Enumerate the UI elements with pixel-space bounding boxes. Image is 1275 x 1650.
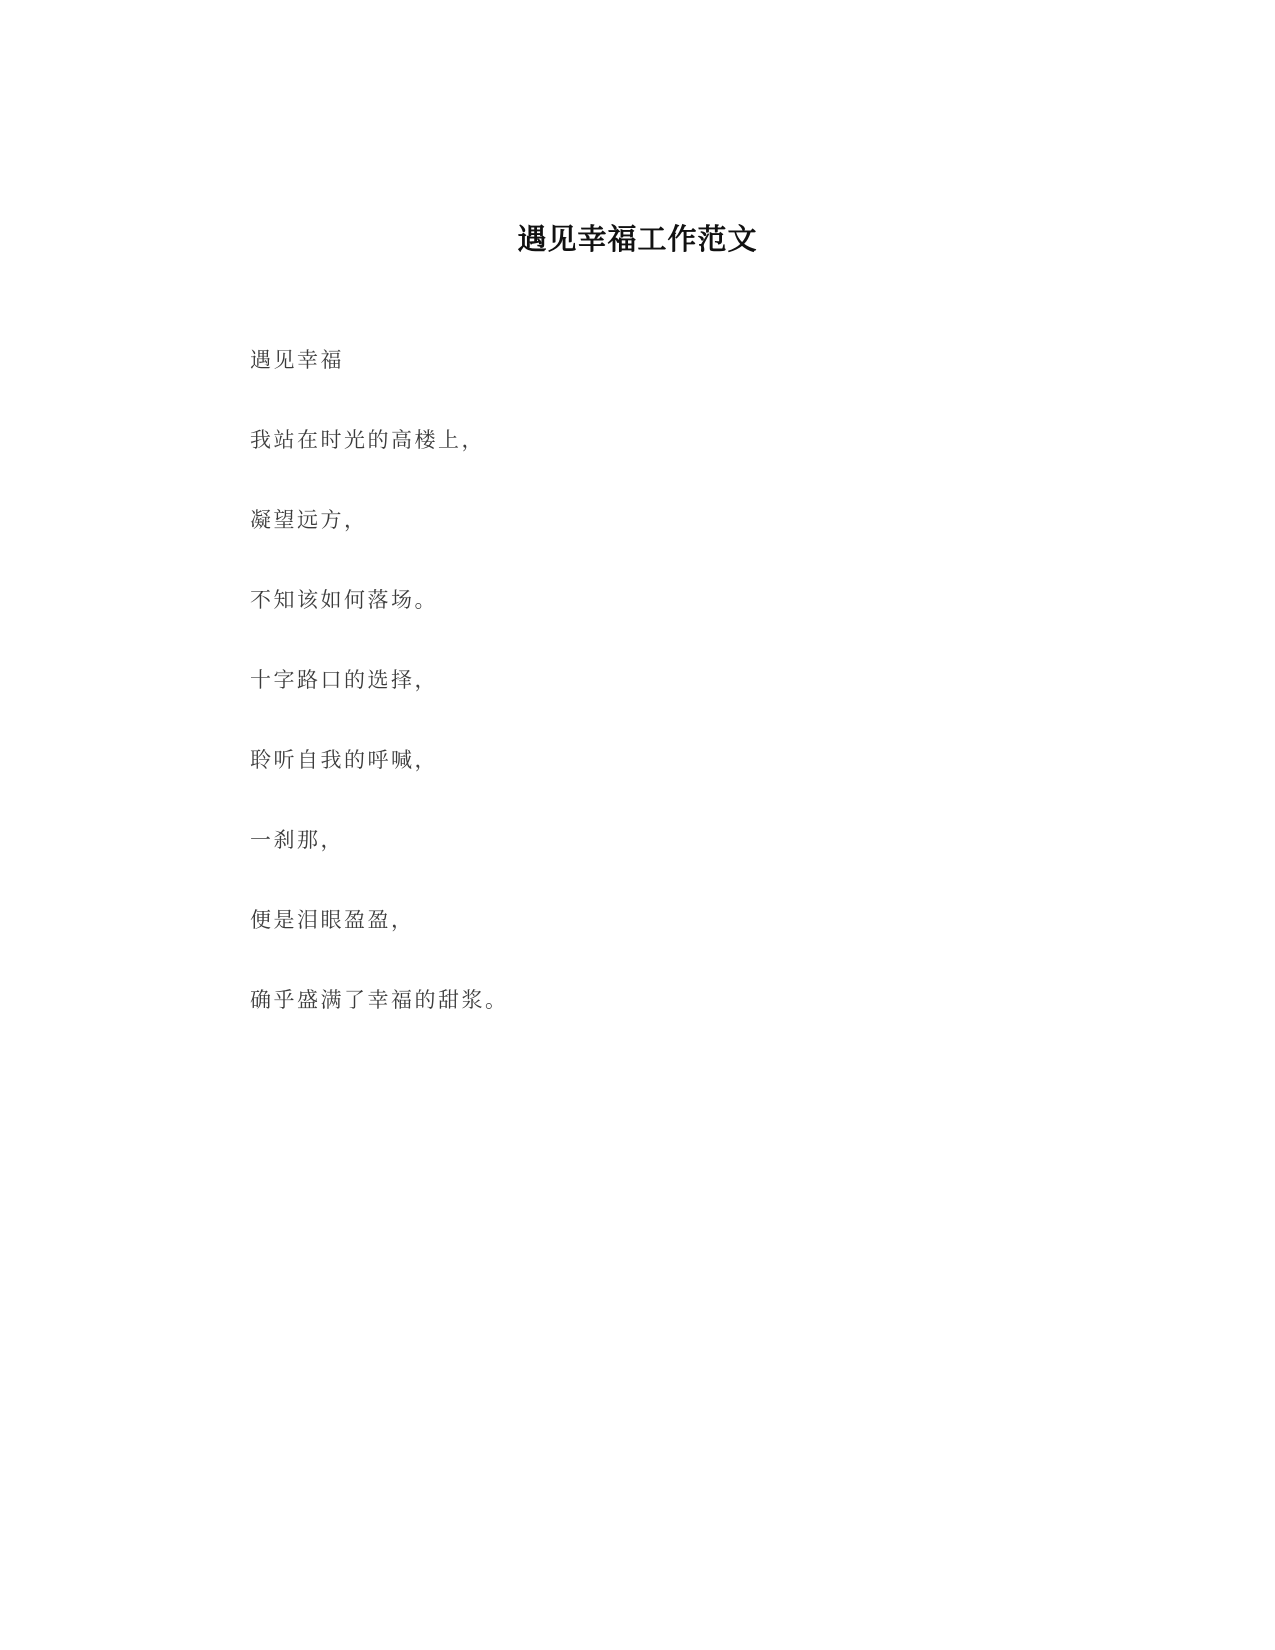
body-line: 一刹那，: [250, 828, 344, 852]
body-line: 确乎盛满了幸福的甜浆。: [250, 988, 509, 1012]
body-line: 凝望远方，: [250, 508, 368, 532]
body-line: 不知该如何落场。: [250, 588, 438, 612]
body-line: 聆听自我的呼喊，: [250, 748, 438, 772]
body-line: 十字路口的选择，: [250, 668, 438, 692]
page-title: 遇见幸福工作范文: [517, 224, 758, 257]
body-line: 遇见幸福: [250, 348, 344, 372]
body-line: 便是泪眼盈盈，: [250, 908, 415, 932]
document-body: [250, 310, 1050, 1051]
body-line: 我站在时光的高楼上，: [250, 428, 485, 452]
